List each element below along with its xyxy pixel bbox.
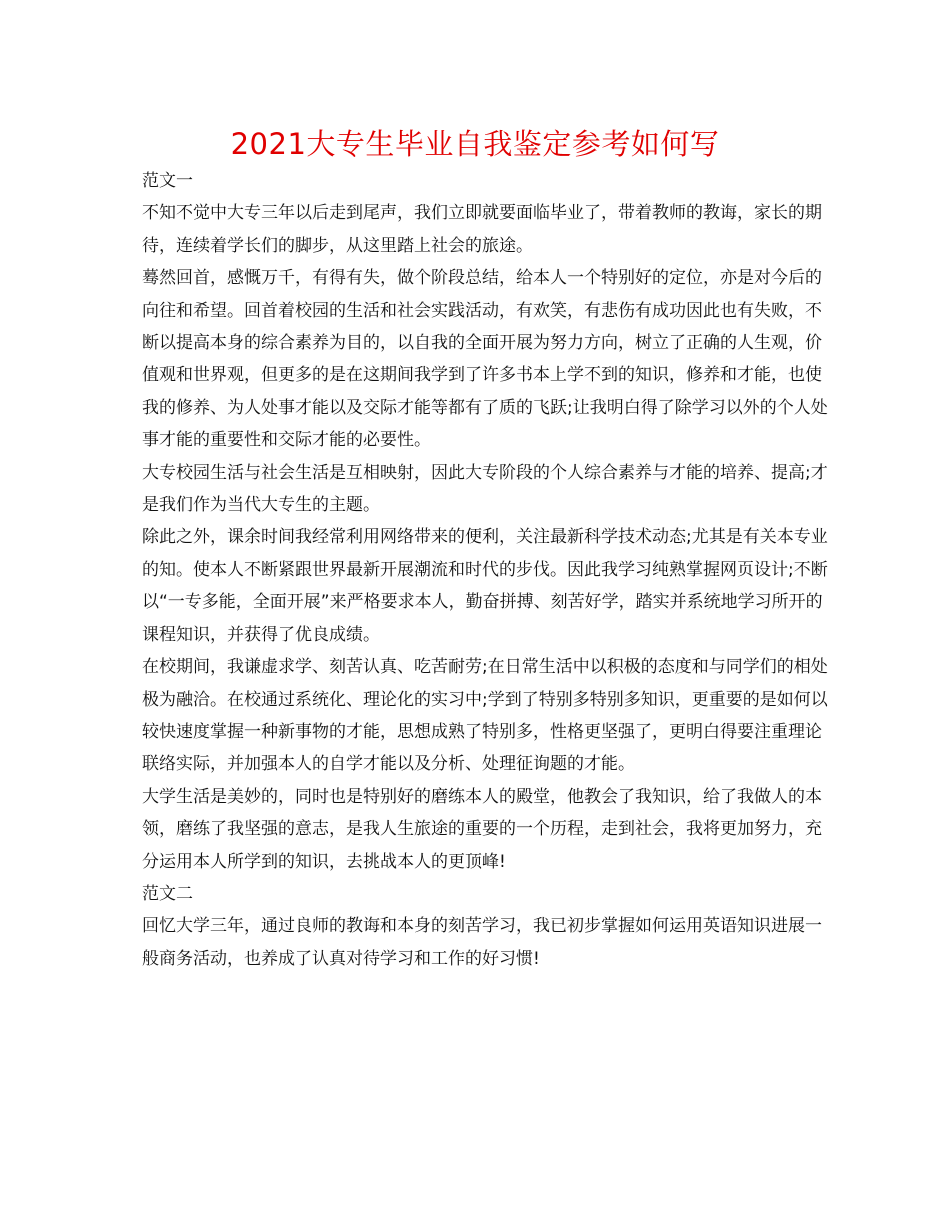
paragraph: 除此之外，课余时间我经常利用网络带来的便利，关注最新科学技术动态;尤其是有关本专业的知。使本人不断紧跟世界最新开展潮流和时代的步伐。因此我学习纯熟掌握网页设计;不断以“一专多能，全面开展”来严格要求本人，勤奋拼搏、刻苦好学，踏实并系统地学习所开的课程知识，并获得了优良成绩。 bbox=[142, 527, 828, 645]
section-heading-1: 范文一 bbox=[142, 171, 193, 191]
paragraph: 回忆大学三年，通过良师的教诲和本身的刻苦学习，我已初步掌握如何运用英语知识进展一般商务活动，也养成了认真对待学习和工作的好习惯! bbox=[142, 916, 822, 969]
section-heading-2: 范文二 bbox=[142, 883, 193, 904]
paragraph: 大专校园生活与社会生活是互相映射，因此大专阶段的个人综合素养与才能的培养、提高;才是我们作为当代大专生的主题。 bbox=[142, 462, 828, 516]
document-body bbox=[142, 165, 832, 975]
paragraph: 大学生活是美妙的，同时也是特别好的磨练本人的殿堂，他教会了我知识，给了我做人的本领，磨练了我坚强的意志，是我人生旅途的重要的一个历程，走到社会，我将更加努力，充分运用本人所学到的知识，去挑战本人的更顶峰! bbox=[142, 786, 822, 872]
document-title: 2021大专生毕业自我鉴定参考如何写 bbox=[230, 127, 720, 161]
paragraph: 在校期间，我谦虚求学、刻苦认真、吃苦耐劳;在日常生活中以积极的态度和与同学们的相处极为融洽。在校通过系统化、理论化的实习中;学到了特别多特别多知识，更重要的是如何以较快速度掌握一种新事物的才能，思想成熟了特别多，性格更坚强了，更明白得要注重理论联络实际，并加强本人的自学才能以及分析、处理征询题的才能。 bbox=[142, 657, 828, 775]
paragraph: 不知不觉中大专三年以后走到尾声，我们立即就要面临毕业了，带着教师的教诲，家长的期待，连续着学长们的脚步，从这里踏上社会的旅途。 bbox=[142, 203, 822, 256]
paragraph: 蓦然回首，感慨万千，有得有失，做个阶段总结，给本人一个特别好的定位，亦是对今后的向往和希望。回首着校园的生活和社会实践活动，有欢笑，有悲伤有成功因此也有失败，不断以提高本身的综合素养为目的，以自我的全面开展为努力方向，树立了正确的人生观，价值观和世界观，但更多的是在这期间我学到了许多书本上学不到的知识，修养和才能，也使我的修养、为人处事才能以及交际才能等都有了质的飞跃;让我明白得了除学习以外的个人处事才能的重要性和交际才能的必要性。 bbox=[142, 268, 828, 451]
